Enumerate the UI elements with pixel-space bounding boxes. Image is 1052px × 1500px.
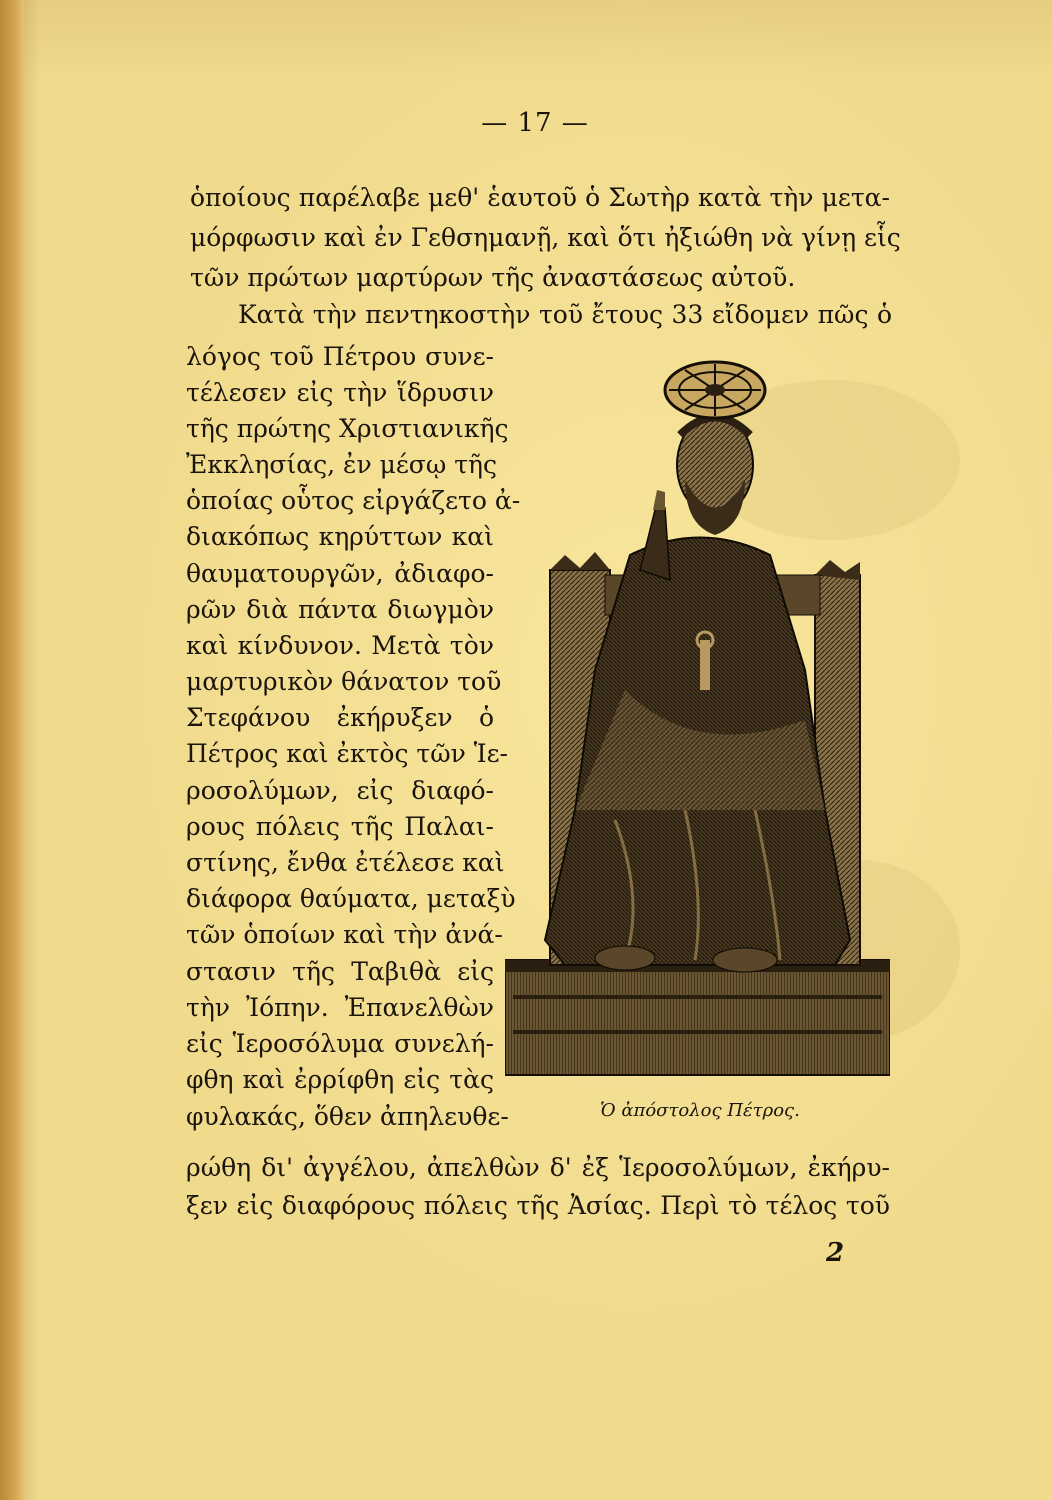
column-text-line: διακόπως κηρύττων καὶ: [186, 522, 494, 551]
column-text-line: καὶ κίνδυνον. Μετὰ τὸν: [186, 631, 494, 660]
column-text-line: Πέτρος καὶ ἐκτὸς τῶν Ἱε-: [186, 739, 508, 768]
column-text-line: ὁποίας οὗτος εἰργάζετο ἀ-: [186, 486, 521, 515]
figure-caption: Ὁ ἀπόστολος Πέτρος.: [600, 1100, 800, 1121]
page-binding-edge: [0, 0, 24, 1500]
statue-illustration: [505, 340, 890, 1080]
column-text-line: θαυματουργῶν, ἀδιαφο-: [186, 559, 494, 588]
column-text-line: ρους πόλεις τῆς Παλαι-: [186, 812, 494, 841]
column-text-line: διάφορα θαύματα, μεταξὺ: [186, 884, 516, 913]
text-line: ὁποίους παρέλαβε μεθ' ἑαυτοῦ ὁ Σωτὴρ κατὰ τὴν μετα-: [190, 183, 890, 212]
pedestal: [505, 960, 890, 1075]
column-text-line: μαρτυρικὸν θάνατον τοῦ: [186, 667, 502, 696]
column-text-line: λόγος τοῦ Πέτρου συνε-: [186, 342, 494, 371]
column-text-line: ροσολύμων, εἰς διαφό-: [186, 776, 494, 805]
column-text-line: τῶν ὁποίων καὶ τὴν ἀνά-: [186, 920, 503, 949]
head: [677, 415, 753, 535]
page-number: — 17 —: [481, 108, 589, 138]
column-text-line: τέλεσεν εἰς τὴν ἵδρυσιν: [186, 378, 494, 407]
column-text-line: Ἐκκλησίας, ἐν μέσῳ τῆς: [186, 450, 498, 479]
column-text-line: φυλακάς, ὅθεν ἀπηλευθε-: [186, 1102, 509, 1131]
column-text-line: Στεφάνου ἐκήρυξεν ὁ: [186, 703, 494, 732]
column-text-line: εἰς Ἱεροσόλυμα συνελή-: [186, 1029, 494, 1058]
text-line: ρώθη δι' ἀγγέλου, ἀπελθὼν δ' ἐξ Ἱεροσολύμων, ἐκήρυ-: [186, 1153, 890, 1182]
column-text-line: στασιν τῆς Ταβιθὰ εἰς: [186, 957, 494, 986]
column-text-line: τῆς πρώτης Χριστιανικῆς: [186, 414, 509, 443]
paragraph-first-line: Κατὰ τὴν πεντηκοστὴν τοῦ ἔτους 33 εἴδομεν πῶς ὁ: [238, 300, 892, 329]
halo: [665, 362, 765, 418]
column-text-line: τὴν Ἰόπην. Ἐπανελθὼν: [186, 993, 494, 1022]
text-line: μόρφωσιν καὶ ἐν Γεθσημανῇ, καὶ ὅτι ἠξιώθη νὰ γίνῃ εἷς: [190, 223, 901, 252]
column-text-line: ρῶν διὰ πάντα διωγμὸν: [186, 595, 494, 624]
gathering-signature: 2: [826, 1238, 845, 1268]
text-line: ξεν εἰς διαφόρους πόλεις τῆς Ἀσίας. Περὶ τὸ τέλος τοῦ: [186, 1191, 890, 1220]
column-text-line: στίνης, ἔνθα ἐτέλεσε καὶ: [186, 848, 505, 877]
column-text-line: φθη καὶ ἐρρίφθη εἰς τὰς: [186, 1065, 494, 1094]
text-line: τῶν πρώτων μαρτύρων τῆς ἀναστάσεως αὐτοῦ.: [190, 263, 796, 292]
